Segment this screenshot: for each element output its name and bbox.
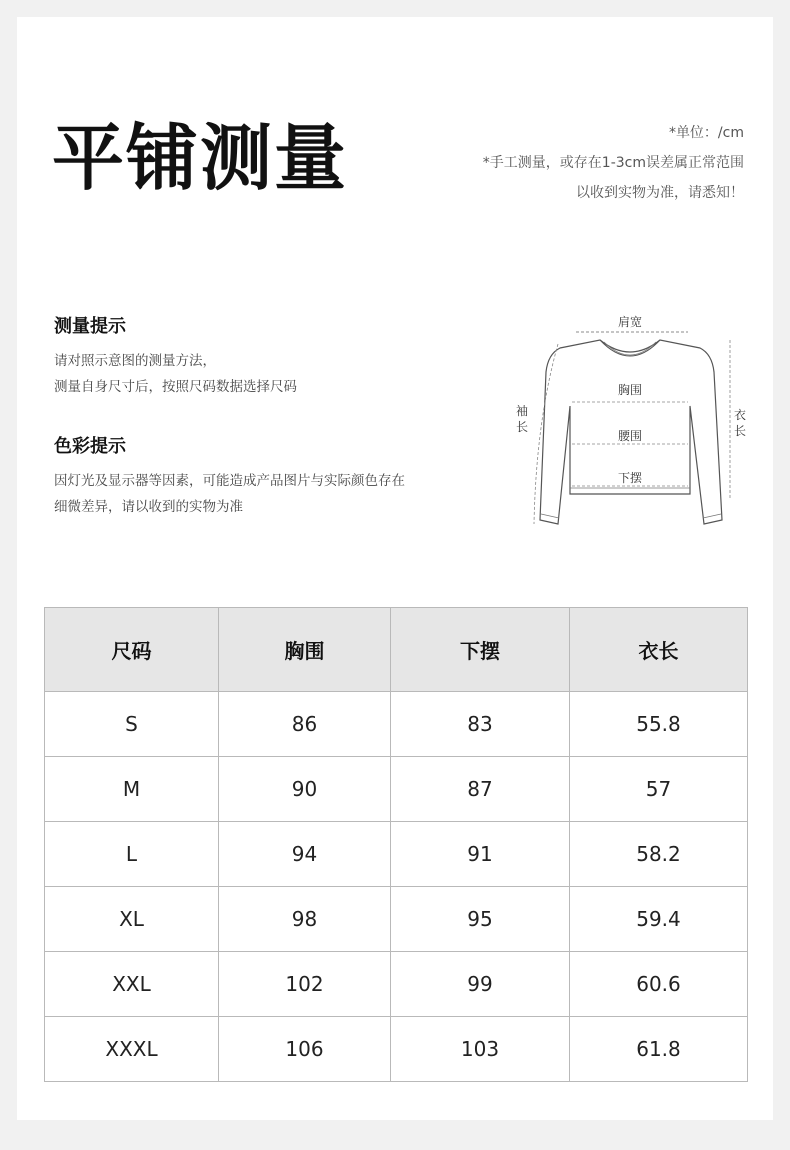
sleeve-label-2: 长 xyxy=(516,420,529,434)
cell-chest: 94 xyxy=(219,822,391,887)
table-row xyxy=(45,757,748,822)
size-table xyxy=(44,607,748,1082)
garment-diagram xyxy=(500,302,760,542)
table-row xyxy=(45,1017,748,1082)
cell-chest: 90 xyxy=(219,757,391,822)
cell-size: XXXL xyxy=(45,1017,219,1082)
sleeve-label-1: 袖 xyxy=(516,404,529,418)
table-row xyxy=(45,952,748,1017)
length-label-1: 衣 xyxy=(734,408,747,422)
cell-size: L xyxy=(45,822,219,887)
cell-size: S xyxy=(45,692,219,757)
cuff-left xyxy=(541,514,559,518)
note-unit: *单位：/cm xyxy=(668,125,744,141)
note-actual: 以收到实物为准，请悉知！ xyxy=(576,185,744,201)
color-tip-line: 因灯光及显示器等因素，可能造成产品图片与实际颜色存在 xyxy=(54,473,405,489)
measure-tip-body xyxy=(54,348,297,400)
cuff-right xyxy=(703,514,721,518)
measure-tip-line: 请对照示意图的测量方法， xyxy=(54,353,216,369)
table-row xyxy=(45,822,748,887)
header-chest: 胸围 xyxy=(219,608,391,692)
cell-hem: 91 xyxy=(391,822,570,887)
header-size: 尺码 xyxy=(45,608,219,692)
table-row xyxy=(45,887,748,952)
neckline xyxy=(600,340,660,356)
table-row xyxy=(45,692,748,757)
neckline-inner xyxy=(604,342,656,355)
page-title: 平铺测量 xyxy=(52,116,349,200)
sweater-illustration xyxy=(500,302,760,542)
cell-chest: 102 xyxy=(219,952,391,1017)
cell-size: M xyxy=(45,757,219,822)
notes xyxy=(483,118,744,208)
waist-label: 腰围 xyxy=(618,429,643,443)
cell-hem: 103 xyxy=(391,1017,570,1082)
cell-hem: 87 xyxy=(391,757,570,822)
chest-label: 胸围 xyxy=(618,383,643,397)
cell-chest: 106 xyxy=(219,1017,391,1082)
cell-hem: 99 xyxy=(391,952,570,1017)
cell-hem: 95 xyxy=(391,887,570,952)
cell-length: 60.6 xyxy=(570,952,748,1017)
cell-size: XXL xyxy=(45,952,219,1017)
cell-hem: 83 xyxy=(391,692,570,757)
cell-length: 57 xyxy=(570,757,748,822)
cell-size: XL xyxy=(45,887,219,952)
measure-tip-heading: 测量提示 xyxy=(54,316,126,337)
note-error: *手工测量，或存在1-3cm误差属正常范围 xyxy=(482,155,744,171)
color-tip-line: 细微差异，请以收到的实物为准 xyxy=(54,499,243,515)
color-tip-heading: 色彩提示 xyxy=(54,436,126,457)
cell-length: 58.2 xyxy=(570,822,748,887)
shoulder-label: 肩宽 xyxy=(618,315,643,329)
measure-tip-line: 测量自身尺寸后，按照尺码数据选择尺码 xyxy=(54,379,297,395)
cell-length: 61.8 xyxy=(570,1017,748,1082)
cell-chest: 86 xyxy=(219,692,391,757)
hem-label: 下摆 xyxy=(618,471,643,485)
cell-chest: 98 xyxy=(219,887,391,952)
length-label-2: 长 xyxy=(734,424,747,438)
header-length: 衣长 xyxy=(570,608,748,692)
color-tip-body xyxy=(54,468,405,520)
cell-length: 59.4 xyxy=(570,887,748,952)
cell-length: 55.8 xyxy=(570,692,748,757)
table-header-row xyxy=(45,608,748,692)
header-hem: 下摆 xyxy=(391,608,570,692)
